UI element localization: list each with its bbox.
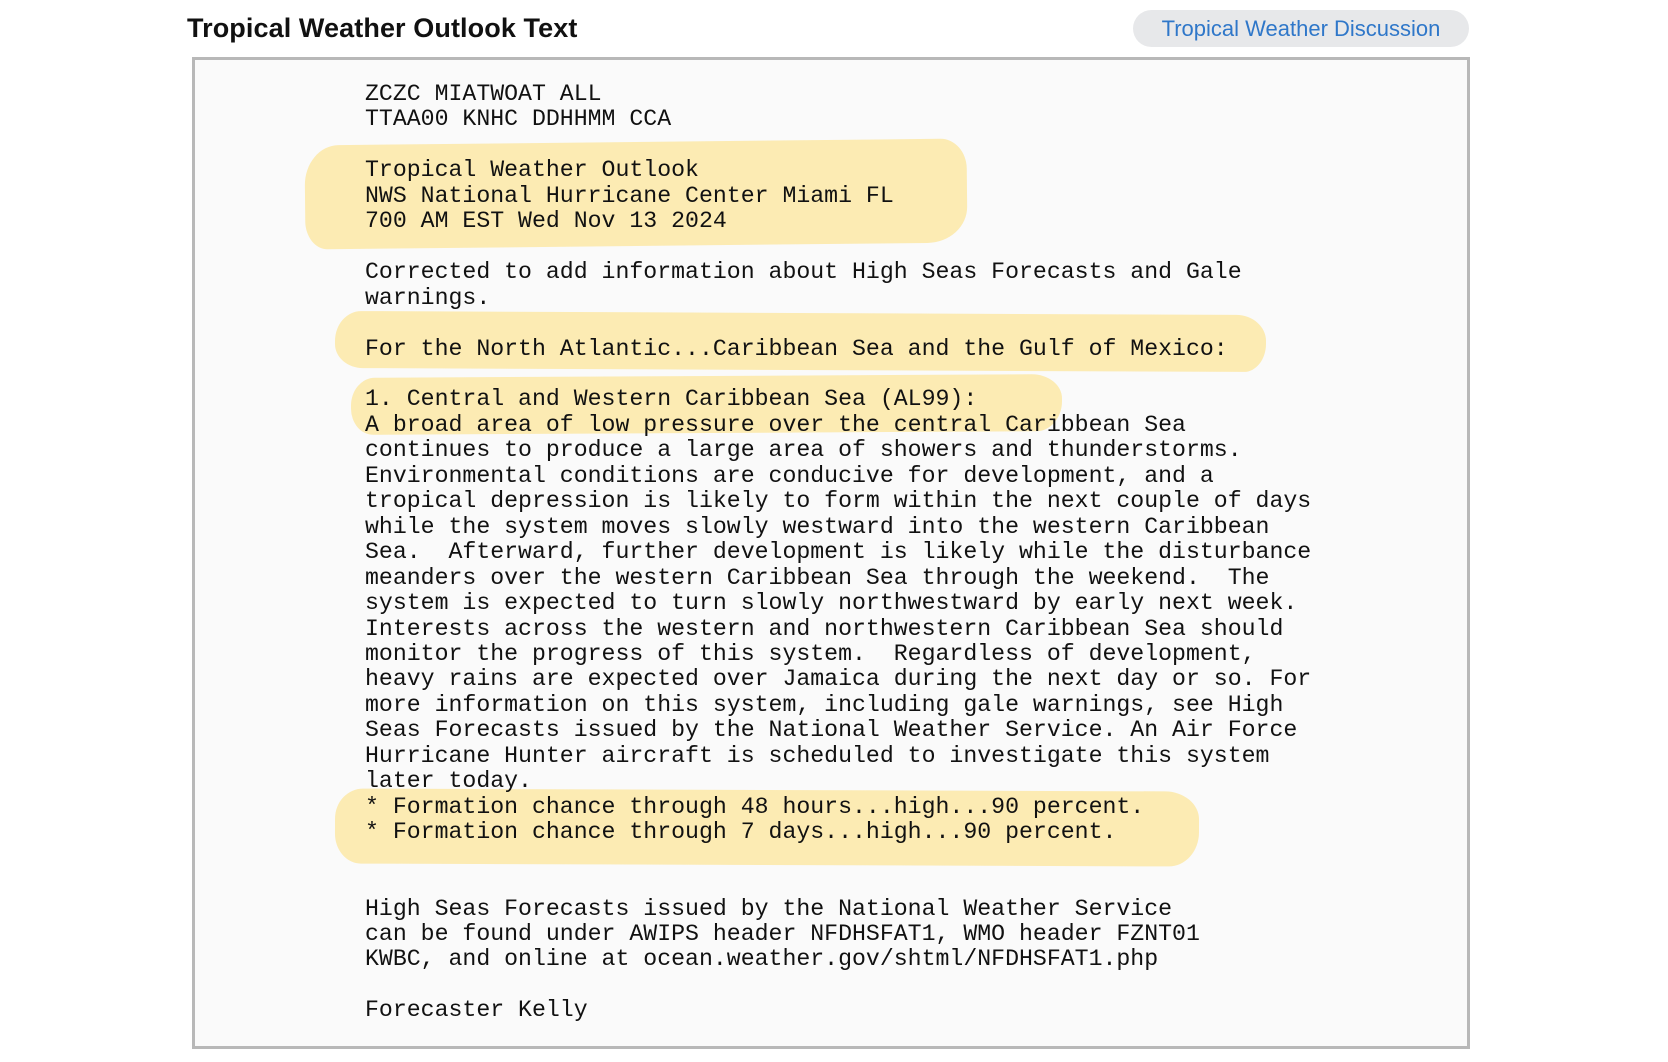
outlook-text-panel bbox=[192, 57, 1470, 1049]
tropical-weather-discussion-link[interactable]: Tropical Weather Discussion bbox=[1133, 10, 1469, 47]
outlook-text: ZCZC MIATWOAT ALL TTAA00 KNHC DDHHMM CCA Tropical Weather Outlook NWS National Hurricane Center Miami FL 700 AM EST Wed Nov 13 2024 Corrected to add information about High Seas Forecasts and Gale warnings. For the North Atlantic...Caribbean Sea and the Gulf of Mexico: 1. Central and Western Caribbean Sea (AL99): A broad area of low pressure over the central Caribbean Sea continues to produce a large area of showers and thunderstorms. Environmental conditions are conducive for development, and a tropical depression is likely to form within the next couple of days while the system moves slowly westward into the western Caribbean Sea. Afterward, further development is likely while the disturbance meanders over the western Caribbean Sea through the weekend. The system is expected to turn slowly northwestward by early next week. Interests across the western and northwestern Caribbean Sea should monitor the progress of this system. Regardless of development, heavy rains are expected over Jamaica during the next day or so. For more information on this system, including gale warnings, see High Seas Forecasts issued by the National Weather Service. An Air Force Hurricane Hunter aircraft is scheduled to investigate this system later today. * Formation chance through 48 hours...high...90 percent. * Formation chance through 7 days...high...90 percent. High Seas Forecasts issued by the National Weather Service can be found under AWIPS header NFDHSFAT1, WMO header FZNT01 KWBC, and online at ocean.weather.gov/shtml/NFDHSFAT1.php Forecaster Kelly bbox=[365, 81, 1312, 1024]
page-title: Tropical Weather Outlook Text bbox=[187, 13, 578, 43]
